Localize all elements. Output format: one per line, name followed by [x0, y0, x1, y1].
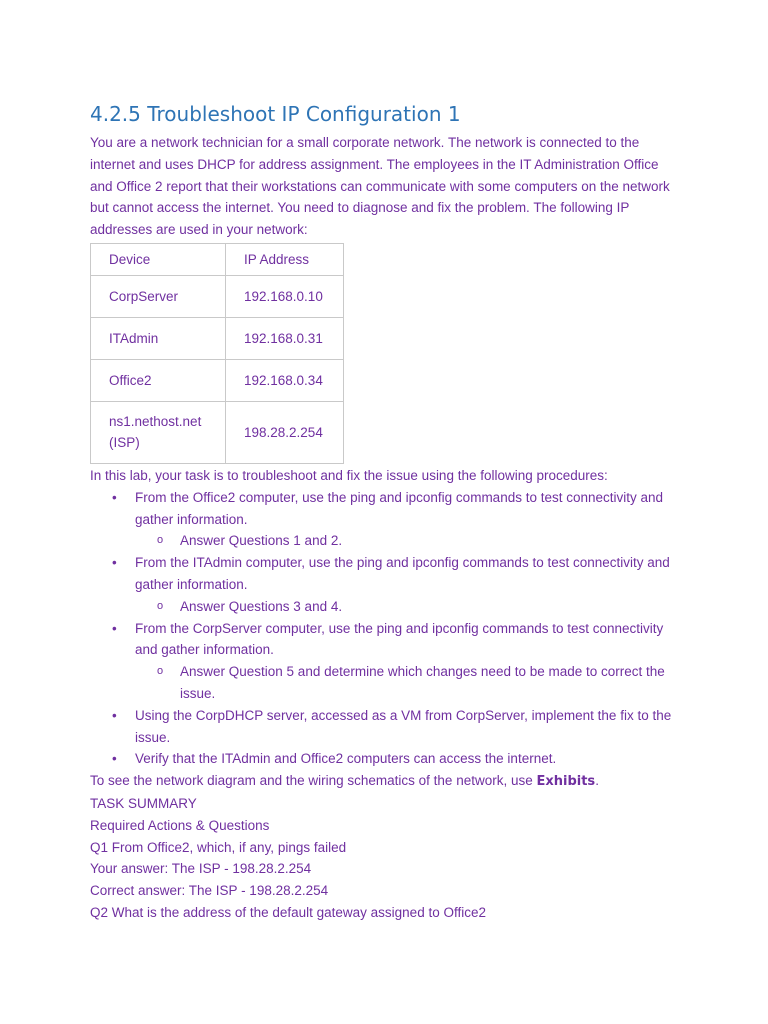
exhibits-prefix: To see the network diagram and the wiring schematics of the network, use [90, 773, 537, 789]
correct-answer: Correct answer: The ISP - 198.28.2.254 [90, 883, 329, 899]
sub-list [135, 596, 680, 618]
table-cell-device: CorpServer [91, 275, 226, 317]
table-row [91, 401, 344, 463]
ip-address-table [90, 243, 344, 464]
sub-list [135, 661, 680, 705]
table-header-row [91, 243, 344, 275]
table-cell-device: Office2 [91, 359, 226, 401]
procedure-list [90, 487, 690, 770]
task-summary-heading: TASK SUMMARY [90, 795, 197, 811]
list-item-text: Using the CorpDHCP server, accessed as a VM from CorpServer, implement the fix to the issue. [135, 707, 672, 745]
sub-bullet-icon: o [157, 534, 164, 547]
bullet-icon: • [112, 751, 117, 767]
your-answer: Your answer: The ISP - 198.28.2.254 [90, 861, 312, 877]
document-page [90, 100, 690, 924]
required-actions-heading: Required Actions & Questions [90, 817, 270, 833]
question-2: Q2 What is the address of the default gateway assigned to Office2 [90, 904, 486, 920]
list-item [90, 487, 680, 552]
table-row [91, 317, 344, 359]
table-row [91, 275, 344, 317]
exhibits-suffix: . [595, 773, 599, 789]
bullet-icon: • [112, 707, 117, 723]
table-row [91, 359, 344, 401]
table-cell-ip: 192.168.0.31 [226, 317, 344, 359]
list-item [90, 552, 680, 617]
list-item-text: From the ITAdmin computer, use the ping and ipconfig commands to test connectivity and gather information. [135, 555, 670, 592]
table-cell-device: ns1.nethost.net (ISP) [91, 401, 226, 463]
sub-list-item [135, 661, 680, 705]
exhibits-line [90, 770, 690, 793]
bullet-icon: • [112, 489, 117, 505]
bullet-icon: • [112, 620, 117, 636]
table-cell-device: ITAdmin [91, 317, 226, 359]
bullet-icon: • [112, 555, 117, 571]
list-item [90, 705, 680, 749]
question-1: Q1 From Office2, which, if any, pings failed [90, 839, 347, 855]
sub-list-item [135, 530, 680, 552]
sub-list-item [135, 596, 680, 618]
list-item-text: From the Office2 computer, use the ping and ipconfig commands to test connectivity and gather information. [135, 489, 664, 527]
sub-list-item-text: Answer Questions 1 and 2. [180, 533, 343, 549]
exhibits-link[interactable]: Exhibits [536, 774, 596, 790]
task-intro: In this lab, your task is to troubleshoot and fix the issue using the following procedures: [90, 467, 608, 483]
sub-bullet-icon: o [157, 599, 164, 612]
list-item-text: From the CorpServer computer, use the ping and ipconfig commands to test connectivity and gather information. [135, 620, 664, 658]
sub-bullet-icon: o [157, 665, 164, 678]
intro-paragraph: You are a network technician for a small corporate network. The network is connected to the internet and uses DHCP for address assignment. The employees in the IT Administration Office and Office 2 report that their workstations can communicate with some computers on the network but cannot access the internet. You need to diagnose and fix the problem. The following IP addresses are used in your network: [90, 135, 670, 238]
table-cell-ip: 198.28.2.254 [226, 401, 344, 463]
table-cell-ip: 192.168.0.10 [226, 275, 344, 317]
sub-list [135, 530, 680, 552]
table-header-device: Device [91, 243, 226, 275]
list-item-text: Verify that the ITAdmin and Office2 computers can access the internet. [135, 751, 557, 767]
sub-list-item-text: Answer Questions 3 and 4. [180, 598, 343, 614]
sub-list-item-text: Answer Question 5 and determine which changes need to be made to correct the issue. [180, 664, 665, 701]
list-item [90, 618, 680, 705]
page-title: 4.2.5 Troubleshoot IP Configuration 1 [90, 102, 461, 126]
table-header-ip: IP Address [226, 243, 344, 275]
table-cell-ip: 192.168.0.34 [226, 359, 344, 401]
list-item [90, 748, 680, 770]
